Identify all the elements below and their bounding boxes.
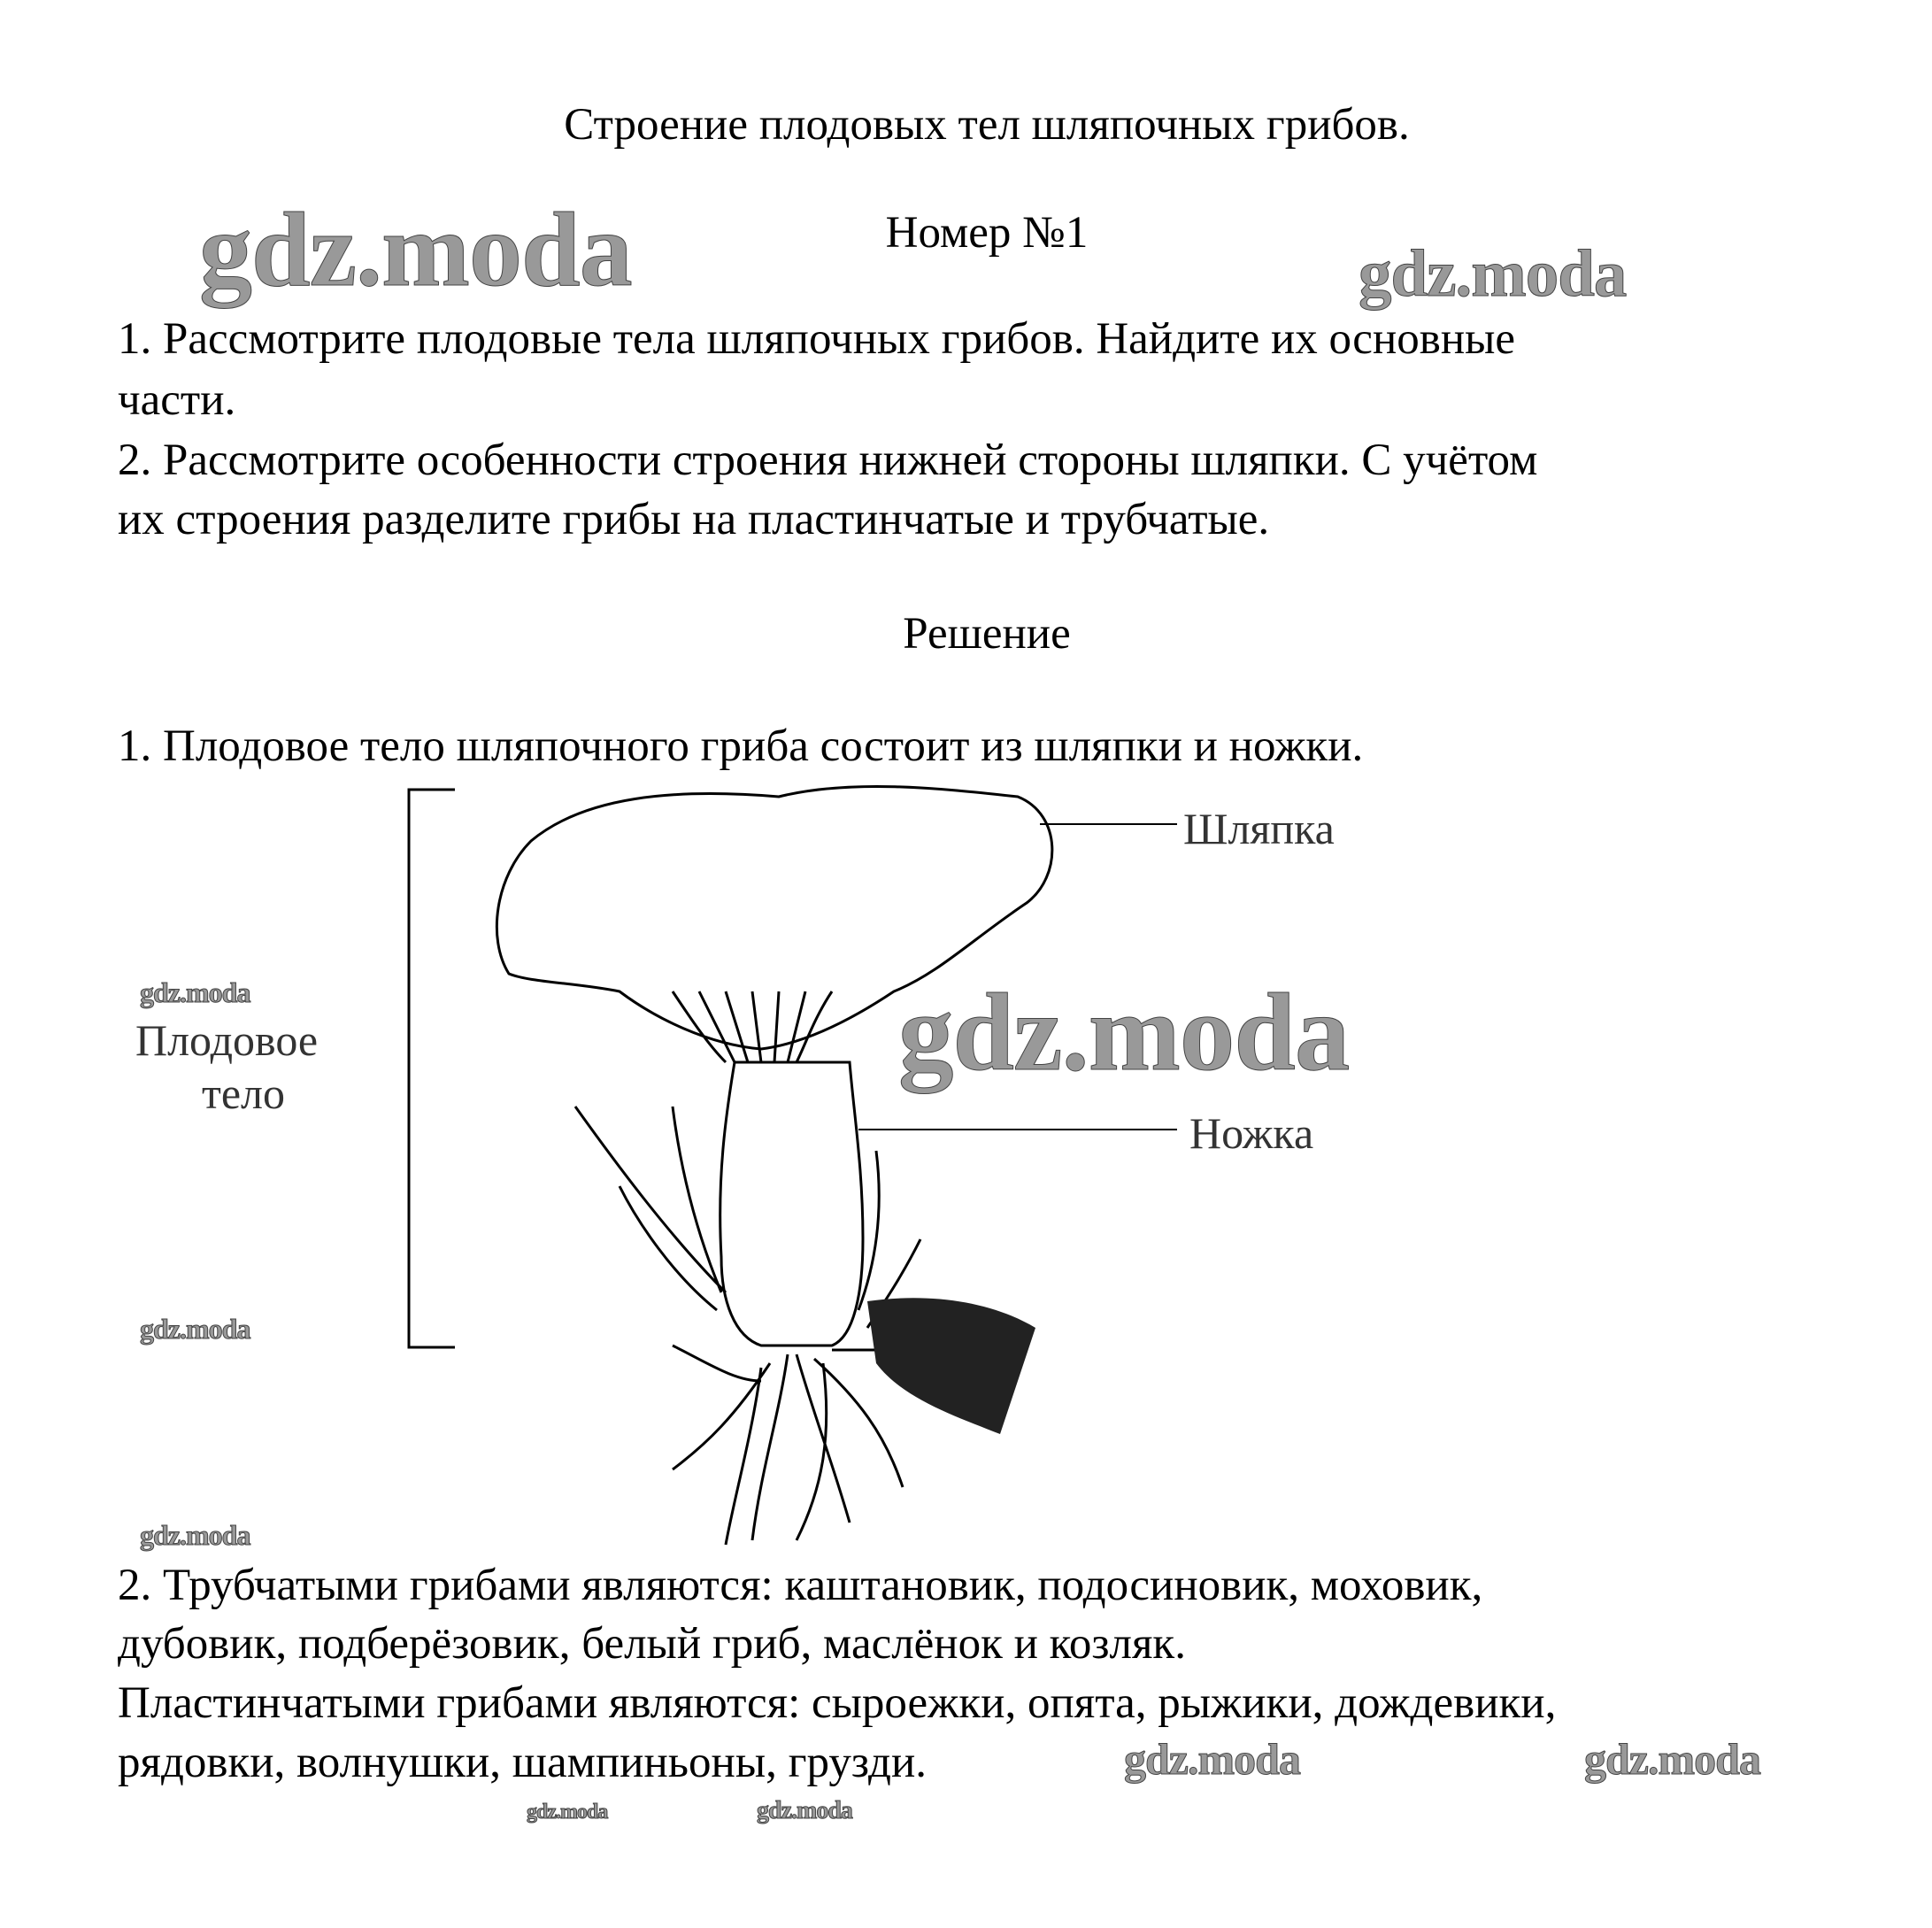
fruit-body-label: Плодовое [135,1015,319,1065]
stem-label: Ножка [1189,1108,1314,1158]
answer-2-line: Пластинчатыми грибами являются: сыроежки, опята, рыжики, дождевики, [118,1678,1557,1728]
answer-2-line: дубовик, подберёзовик, белый гриб, маслёнок и козляк. [118,1619,1186,1669]
watermark: gdz.moda [140,1313,250,1345]
watermark: gdz.moda [757,1797,852,1824]
watermark: gdz.moda [1359,237,1627,311]
task-line: их строения разделите грибы на пластинчатые и трубчатые. [118,495,1270,544]
soil-shading [867,1298,1035,1434]
watermark: gdz.moda [199,190,632,308]
task-line: 1. Рассмотрите плодовые тела шляпочных грибов. Найдите их основные [118,314,1516,364]
fruit-body-label: тело [202,1068,285,1118]
watermark: gdz.moda [140,1519,250,1551]
task-number: Номер №1 [885,208,1089,258]
task-line: части. [118,375,236,425]
answer-1: 1. Плодовое тело шляпочного гриба состоит из шляпки и ножки. [118,721,1364,771]
cap-label: Шляпка [1183,804,1335,853]
gills-shape [673,991,832,1062]
stem-shape [720,1062,863,1346]
page-title: Строение плодовых тел шляпочных грибов. [564,100,1410,150]
watermark: gdz.moda [1584,1734,1760,1784]
answer-2-line: 2. Трубчатыми грибами являются: каштановик, подосиновик, моховик, [118,1561,1483,1610]
answer-2-line: рядовки, волнушки, шампиньоны, грузди. [118,1738,928,1787]
task-line: 2. Рассмотрите особенности строения нижней стороны шляпки. С учётом [118,436,1538,485]
watermark: gdz.moda [1124,1734,1300,1784]
watermark: gdz.moda [898,972,1350,1094]
watermark: gdz.moda [527,1801,608,1824]
watermark: gdz.moda [140,976,250,1008]
fruit-body-bracket [409,790,455,1347]
solution-heading: Решение [903,609,1071,659]
grass-shape [575,1107,920,1328]
